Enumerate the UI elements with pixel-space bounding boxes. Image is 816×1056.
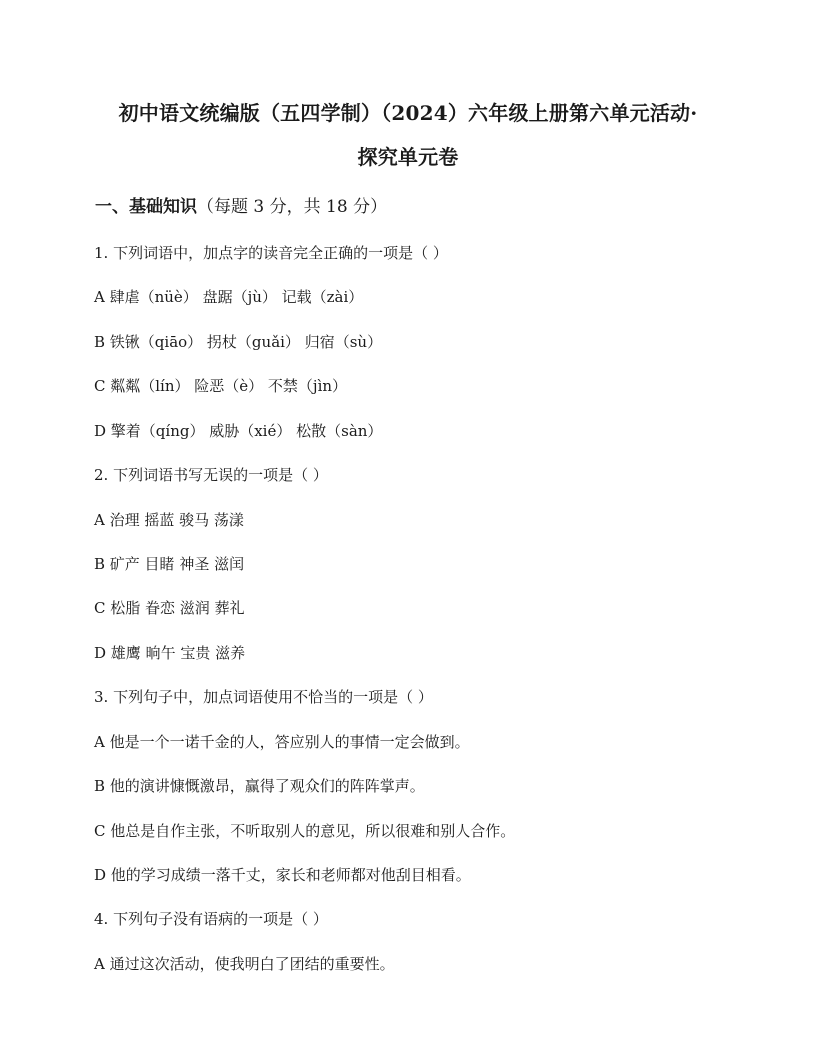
- question-3-option-a: A 他是一个一诺千金的人，答应别人的事情一定会做到。: [94, 733, 470, 751]
- question-3-stem: 3. 下列句子中，加点词语使用不恰当的一项是（ ）: [94, 688, 433, 706]
- section-score-note: （每题 3 分，共 18 分）: [197, 197, 388, 217]
- question-4-option-a: A 通过这次活动，使我明白了团结的重要性。: [94, 955, 395, 973]
- question-2-option-d: D 雄鹰 晌午 宝贵 滋养: [94, 644, 246, 662]
- question-3-option-d: D 他的学习成绩一落千丈，家长和老师都对他刮目相看。: [94, 866, 471, 884]
- document-title-line-1: 初中语文统编版（五四学制）（2024）六年级上册第六单元活动·: [118, 101, 698, 125]
- question-2-stem: 2. 下列词语书写无误的一项是（ ）: [94, 466, 328, 484]
- question-1-option-c: C 粼粼（lín） 险恶（è） 不禁（jìn）: [94, 377, 348, 395]
- question-2-option-b: B 矿产 目睹 神圣 滋闰: [94, 555, 245, 573]
- section-heading: [95, 192, 387, 217]
- question-1-stem: 1. 下列词语中，加点字的读音完全正确的一项是（ ）: [94, 244, 448, 262]
- question-3-option-b: B 他的演讲慷慨激昂，赢得了观众们的阵阵掌声。: [94, 777, 425, 795]
- question-2-option-c: C 松脂 眷恋 滋润 葬礼: [94, 599, 245, 617]
- question-1-option-a: A 肆虐（nüè） 盘踞（jù） 记载（zài）: [94, 288, 364, 306]
- question-3-option-c: C 他总是自作主张，不听取别人的意见，所以很难和别人合作。: [94, 822, 516, 840]
- question-4-stem: 4. 下列句子没有语病的一项是（ ）: [94, 910, 328, 928]
- question-1-option-b: B 铁锹（qiāo） 拐杖（guǎi） 归宿（sù）: [94, 333, 383, 351]
- question-2-option-a: A 治理 摇蓝 骏马 荡漾: [94, 511, 244, 529]
- question-1-option-d: D 擎着（qíng） 威胁（xié） 松散（sàn）: [94, 422, 383, 440]
- section-title: 一、基础知识: [95, 197, 197, 217]
- document-title-line-2: 探究单元卷: [357, 145, 459, 169]
